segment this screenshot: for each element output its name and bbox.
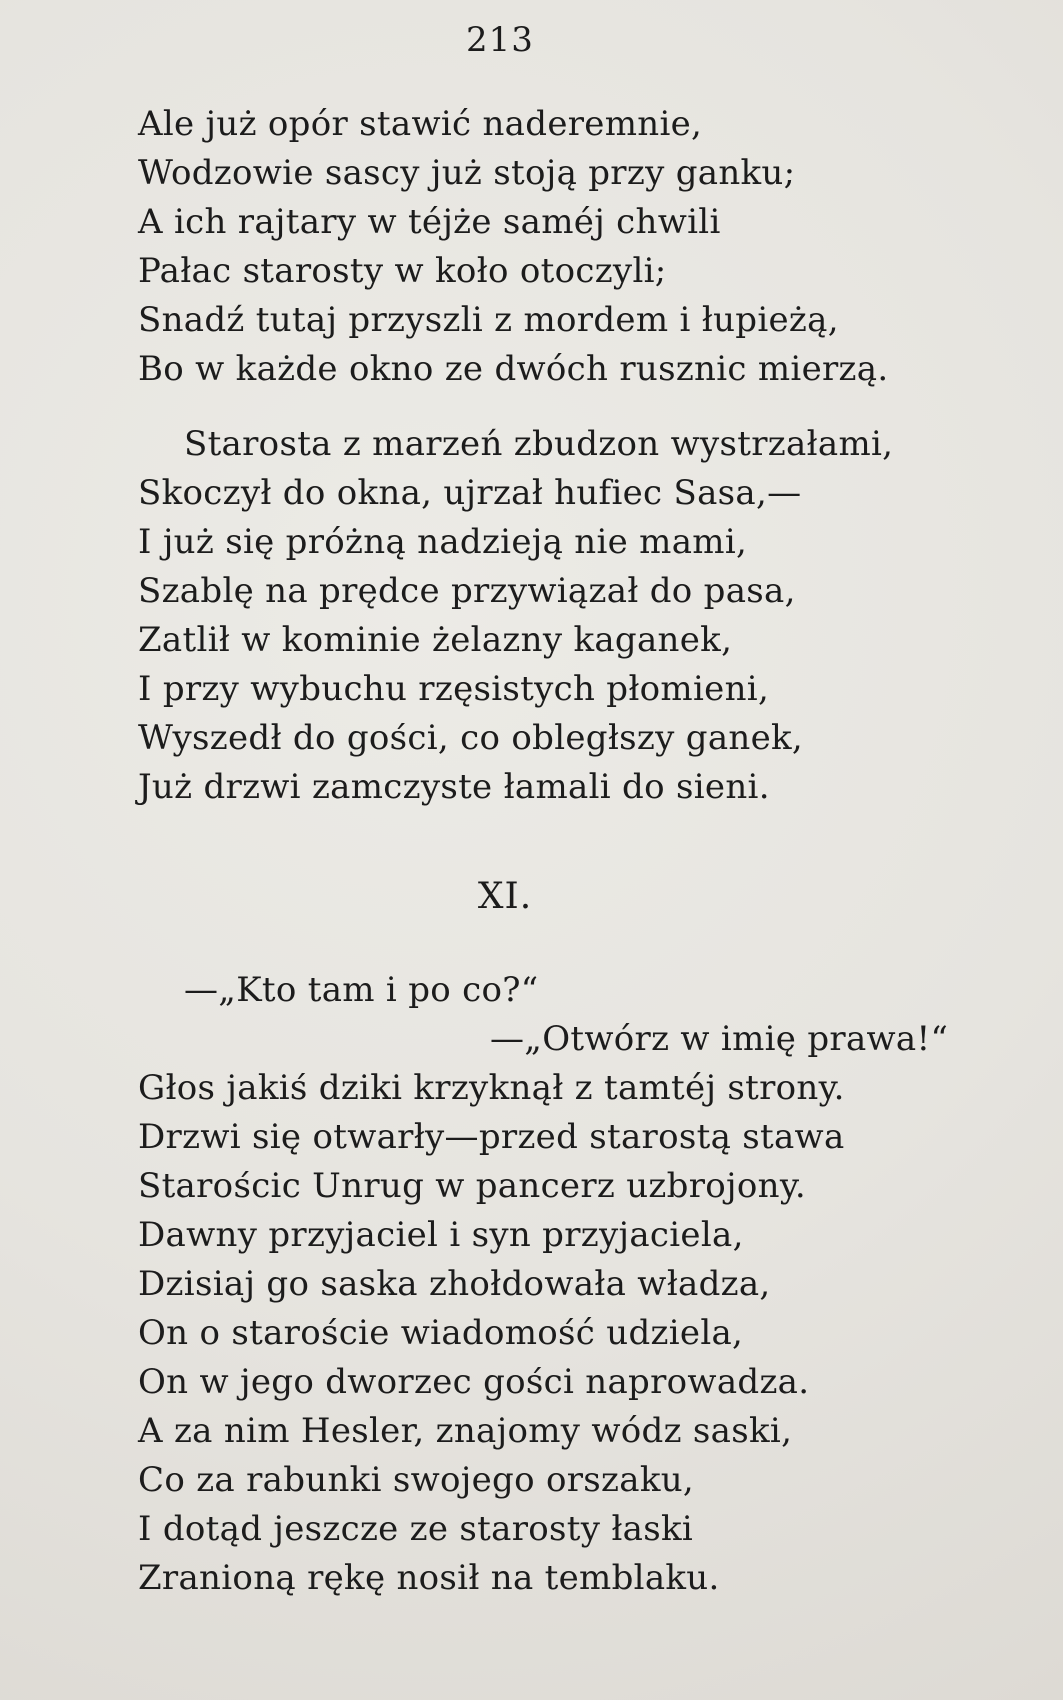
verse-line: Dawny przyjaciel i syn przyjaciela, — [138, 1215, 744, 1255]
stanza-2 — [138, 420, 998, 812]
verse-line: Ale już opór stawić naderemnie, — [138, 104, 703, 144]
verse-line: —„Otwórz w imię prawa!“ — [490, 1019, 949, 1059]
verse-line: Wyszedł do gości, co obległszy ganek, — [138, 718, 804, 758]
verse-line: A za nim Hesler, znajomy wódz saski, — [138, 1411, 793, 1451]
verse-line: Już drzwi zamczyste łamali do sieni. — [138, 767, 770, 807]
verse-line: I przy wybuchu rzęsistych płomieni, — [138, 669, 770, 709]
verse-line: Szablę na prędce przywiązał do pasa, — [138, 571, 796, 611]
verse-line: Snadź tutaj przyszli z mordem i łupieżą, — [138, 300, 839, 340]
verse-line: Wodzowie sascy już stoją przy ganku; — [138, 153, 796, 193]
verse-line: Zatlił w kominie żelazny kaganek, — [138, 620, 733, 660]
verse-line: Głos jakiś dziki krzyknął z tamtéj strony. — [138, 1068, 845, 1108]
section-heading: XI. — [477, 876, 533, 917]
verse-line: Drzwi się otwarły—przed starostą stawa — [138, 1117, 845, 1157]
verse-line: Co za rabunki swojego orszaku, — [138, 1460, 695, 1500]
verse-line: A ich rajtary w téjże saméj chwili — [138, 202, 721, 242]
verse-line: Zranioną rękę nosił na temblaku. — [138, 1558, 720, 1598]
verse-line: Skoczył do okna, ujrzał hufiec Sasa,— — [138, 473, 802, 513]
stanza-3 — [138, 966, 998, 1603]
verse-line: Pałac starosty w koło otoczyli; — [138, 251, 667, 291]
verse-line: Starościc Unrug w pancerz uzbrojony. — [138, 1166, 806, 1206]
verse-line: —„Kto tam i po co?“ — [184, 970, 539, 1010]
verse-line: On w jego dworzec gości naprowadza. — [138, 1362, 810, 1402]
verse-line: On o staroście wiadomość udziela, — [138, 1313, 744, 1353]
verse-line: Dzisiaj go saska zhołdowała władza, — [138, 1264, 771, 1304]
stanza-1 — [138, 100, 998, 394]
verse-line: Bo w każde okno ze dwóch rusznic mierzą. — [138, 349, 889, 389]
verse-line: Starosta z marzeń zbudzon wystrzałami, — [184, 424, 894, 464]
verse-line: I dotąd jeszcze ze starosty łaski — [138, 1509, 694, 1549]
verse-line: I już się próżną nadzieją nie mami, — [138, 522, 748, 562]
page-number: 213 — [466, 20, 534, 60]
